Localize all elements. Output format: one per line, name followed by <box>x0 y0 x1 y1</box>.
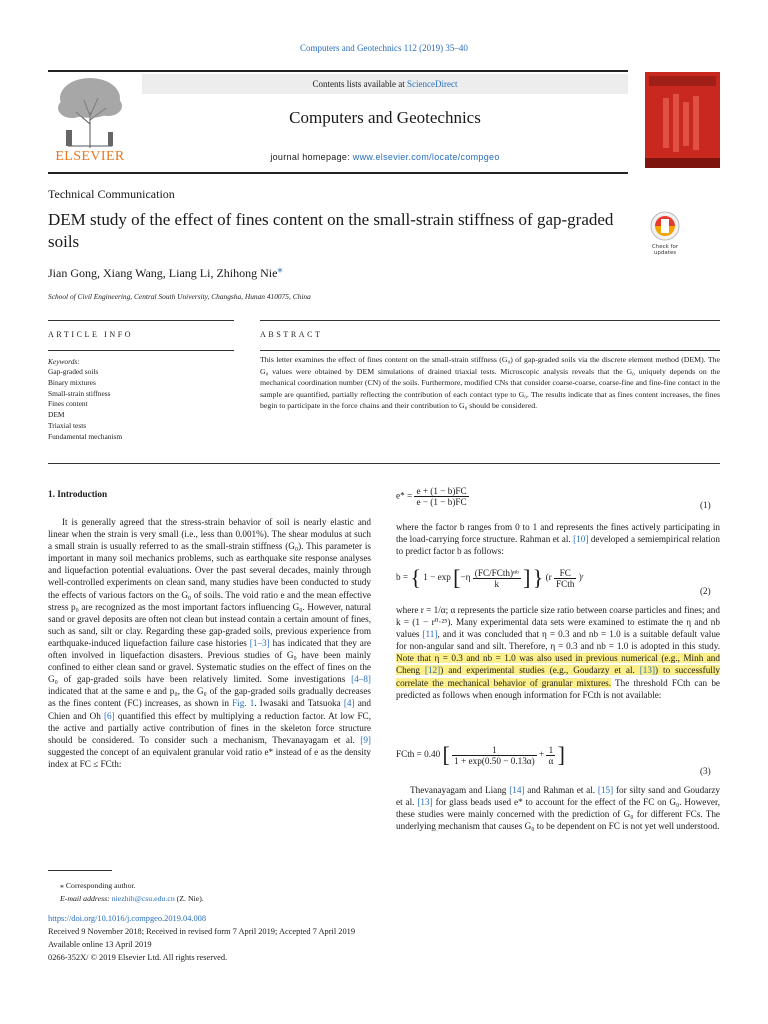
text-run: for glass beads used e* to account for the effect of the FC on G₀. However, these studies were mainly concerned with the prediction of G₀ for different FCs. The underlying mechanism that causes G₀ to be dependent on FC is not yet well understood. <box>396 797 720 832</box>
eq2-r-close: )ʳ <box>578 572 584 583</box>
figure-ref[interactable]: Fig. 1 <box>232 698 255 709</box>
svg-text:updates: updates <box>653 250 677 256</box>
header-rule-top <box>48 70 628 72</box>
text-run: for silty sand and Goudarzy et al. <box>396 785 721 808</box>
section-heading-introduction: 1. Introduction <box>48 489 108 499</box>
online-date: Available online 13 April 2019 <box>48 940 152 949</box>
author-list: Jian Gong, Xiang Wang, Liang Li, Zhihong Nie <box>48 266 278 280</box>
eq2-open-bracket: [ <box>453 565 461 590</box>
eq2-fc-numerator: FC <box>554 568 576 579</box>
abstract-rule-2 <box>260 350 720 351</box>
abstract-heading: ABSTRACT <box>260 330 323 339</box>
text-run: It is generally agreed that the stress-strain behavior of soil is nearly elastic and linear when the strain is very small (i.e., less than 0.001%). The shear modulus at such a small strain is usually referred to as the small-strain stiffness (G₀). This parameter is important in many soil mechanics problems, such as earthquake site response analyses and liquefaction potential evaluations. Over the past several decades, mainly through well-controlled experiments on clean sand, many studies have been conducted to study the effects of various factors on the G₀ of soils. The void ratio e and the mean effective stress p₀ are recognized as the most important factors influencing G₀. However, natural sand or gravel deposits are often not clean but instead contain a certain amount of fines, such as sand, silt or clay. Regarding these gap-graded soils, previous experience from earthquake-induced liquefaction failure case histories <box>48 517 371 648</box>
contents-bar <box>142 74 628 94</box>
text-run: Note that η = 0.3 and nb = 1.0 was also used in previous numerical (e.g., Minh and Cheng <box>396 653 720 676</box>
eq2-fraction <box>473 568 521 589</box>
citation-ref[interactable]: [13] <box>639 665 656 676</box>
eq2-lhs: b = <box>396 572 409 583</box>
footnote-rule <box>48 870 112 871</box>
equation-2-label: (2) <box>700 586 711 596</box>
article-info-rule-2 <box>48 350 234 351</box>
email-link[interactable]: niezhih@csu.edu.cn <box>111 894 175 903</box>
keywords-label: Keywords: <box>48 357 80 366</box>
eq3-open-bracket: [ <box>442 742 450 767</box>
eq1-lhs: e* = <box>396 490 413 501</box>
doi-link[interactable]: https://doi.org/10.1016/j.compgeo.2019.04.008 <box>48 914 207 923</box>
text-run: ) and experimental studies (e.g., Goudarzy et al. <box>440 665 640 676</box>
eq3-fraction <box>452 745 537 766</box>
text-run: developed a semiempirical relation to predict factor b as follows: <box>396 534 720 557</box>
keyword: Small-strain stiffness <box>48 388 111 398</box>
citation-ref[interactable]: [14] <box>509 785 525 795</box>
text-run: The threshold FCth can be predicted as follows when enough information for FCth is not available: <box>396 677 720 700</box>
section-separator <box>48 463 720 464</box>
corresponding-author-note: ⁎ Corresponding author. <box>60 881 136 890</box>
text-run: where r = 1/α; α represents the particle size ratio between coarse particles and fines; and k = (1 − r⁰·²⁵). Many experimental data sets were examined to estimate the η and nb values <box>396 605 720 640</box>
sciencedirect-link[interactable]: ScienceDirect <box>407 79 458 89</box>
eq3-lhs: FCth = 0.40 <box>396 749 441 760</box>
eq3-denominator: 1 + exp(0.50 − 0.13α) <box>454 755 535 766</box>
eq2-r-open: (r <box>545 572 552 583</box>
affiliation: School of Civil Engineering, Central South University, Changsha, Hunan 410075, China <box>48 292 311 301</box>
equation-1 <box>396 486 469 507</box>
citation-ref[interactable]: [6] <box>103 710 115 721</box>
abstract-rule <box>260 320 720 321</box>
eq2-close-bracket: ] <box>523 565 531 590</box>
eq2-fc-fraction <box>554 568 576 589</box>
keyword: Fines content <box>48 399 88 409</box>
journal-title: Computers and Geotechnics <box>289 108 481 127</box>
paragraph-thevanayagam <box>396 784 720 832</box>
header-rule-bottom <box>48 172 628 174</box>
homepage-prefix: journal homepage: <box>270 152 353 162</box>
check-for-updates-icon[interactable] <box>645 210 685 256</box>
eq3-numerator-2: 1 <box>546 745 555 756</box>
text-run: Thevanayagam and Liang <box>410 785 510 795</box>
paragraph-factor-b <box>396 521 720 557</box>
keywords-list <box>48 367 122 443</box>
paragraph-eta-nb <box>396 604 720 701</box>
citation-ref[interactable]: [12] <box>424 665 441 676</box>
equation-1-label: (1) <box>700 500 711 510</box>
citation-ref[interactable]: [9] <box>360 734 371 745</box>
eq3-close-bracket: ] <box>557 742 565 767</box>
citation-ref[interactable]: [11] <box>422 629 438 640</box>
keyword: Gap-graded soils <box>48 367 99 376</box>
text-run: suggested the concept of an equivalent granular void ratio e* instead of e as the density index at FC ≤ FCth: <box>48 746 371 769</box>
email-suffix: (Z. Nie). <box>174 894 204 903</box>
copyright: 0266-352X/ © 2019 Elsevier Ltd. All rights reserved. <box>48 953 228 962</box>
citation-ref[interactable]: [13] <box>417 797 433 808</box>
text-run: ) to successfully correlate the mechanical behavior of granular mixtures. <box>396 665 720 688</box>
eq1-numerator: e + (1 − b)FC <box>416 486 467 496</box>
eq1-fraction <box>414 486 468 507</box>
journal-citation-link[interactable]: Computers and Geotechnics 112 (2019) 35–40 <box>300 43 468 53</box>
received-dates: Received 9 November 2018; Received in revised form 7 April 2019; Accepted 7 April 2019 <box>48 927 356 936</box>
journal-cover-image <box>645 72 720 168</box>
citation-ref[interactable]: [4–8] <box>351 674 371 685</box>
article-info-rule <box>48 320 234 321</box>
text-run: has indicated that they are often involved in liquefaction disasters. Previous studies of G₀ have been mainly confined to either clean sand or gravel. Systematic studies on the effect of fines on the G₀ of gap-graded soils have been relatively limited. Some investigations <box>48 637 371 685</box>
email-label: E-mail address: <box>60 894 112 903</box>
authors <box>48 264 282 281</box>
equation-2: b = { 1 − exp [−η $\frac{\text{(FC/FCth)ⁿᵇ}}{k}$ ] } (r $\frac{FC}{\text{FCth}}$ )ʳ <box>396 565 584 590</box>
equation-3-label: (3) <box>700 766 711 776</box>
email-note <box>60 894 204 903</box>
citation-ref[interactable]: [4] <box>343 698 355 709</box>
citation-ref[interactable]: [1–3] <box>249 637 270 648</box>
text-run: and Chien and Oh <box>48 698 371 721</box>
citation-ref[interactable]: [15] <box>597 785 614 795</box>
text-run: quantified this effect by multiplying a reduction factor. At low FC, the active and partially active contribution of fines in the skeleton force structure should be considered. To consider such a mechanism, Thevanayagam et al. <box>48 710 371 745</box>
keyword: Fundamental mechanism <box>48 431 123 441</box>
contents-prefix: Contents lists available at <box>312 79 407 89</box>
elsevier-wordmark: ELSEVIER <box>55 149 125 164</box>
text-run: where the factor b ranges from 0 to 1 and represents the fines actively participating in the load-carrying force structure. Rahman et al. <box>396 522 720 545</box>
eq2-close-brace: } <box>532 565 544 590</box>
equation-3 <box>396 744 565 766</box>
eq3-plus: + <box>538 749 545 760</box>
intro-paragraph <box>48 516 371 770</box>
article-info-heading: ARTICLE INFO <box>48 330 134 339</box>
text-run: and Rahman et al. <box>524 785 598 795</box>
journal-homepage <box>142 152 628 162</box>
eq1-denominator: e − (1 − b)FC <box>416 497 467 507</box>
text-run: . Iwasaki and Tatsuoka <box>254 698 344 709</box>
eq2-fc-denominator: FCth <box>556 578 575 589</box>
eq2-denominator: k <box>494 578 500 589</box>
article-title: DEM study of the effect of fines content on the small-strain stiffness of gap-graded soils <box>48 210 614 251</box>
keyword: Binary mixtures <box>48 377 96 387</box>
eq2-exp: 1 − exp <box>423 572 451 583</box>
text-run: indicated that at the same e and p₀, the G₀ of the gap-graded soils gradually decreases as the fines content (FC) increases, as shown in <box>48 686 371 709</box>
text-run: , and it was concluded that η = 0.3 and nb = 1.0 is a suitable default value for non-angular sand and silt. Therefore, η = 0.3 and nb = 1.0 is adopted in this study. <box>396 629 720 652</box>
eq3-fraction-2 <box>546 745 555 766</box>
eq3-numerator: 1 <box>452 745 537 756</box>
eq2-numerator: (FC/FCth)ⁿᵇ <box>474 567 519 578</box>
eq2-open-brace: { <box>410 565 421 590</box>
citation-ref[interactable]: [10] <box>573 534 589 545</box>
abstract-text: This letter examines the effect of fines content on the small-strain stiffness (G₀) of gap-graded soils via the discrete element method (DEM). The G₀ values were obtained by DEM simulations of drained triaxial tests. Microscopic analysis reveals that the G₀ uniquely depends on the mechanical coordination number (CN) of the soils. Furthermore, modified CNs that consider coarse-coarse, coarse-fine and fine-fine contact in the sample are quantified, partially reflecting the contribution of each contact type to G₀. The results indicate that as fines content increases, the fines begin to participate in the force chains and their contribution to G₀ should be considered. <box>260 355 720 411</box>
eq3-denominator-2: α <box>548 755 554 766</box>
homepage-link[interactable]: www.elsevier.com/locate/compgeo <box>352 152 500 162</box>
keyword: Triaxial tests <box>48 420 87 430</box>
svg-text:Check for: Check for <box>651 244 679 250</box>
article-type: Technical Communication <box>48 187 175 201</box>
corresponding-author-mark[interactable]: ⁎ <box>277 264 283 275</box>
keyword: DEM <box>48 410 65 420</box>
